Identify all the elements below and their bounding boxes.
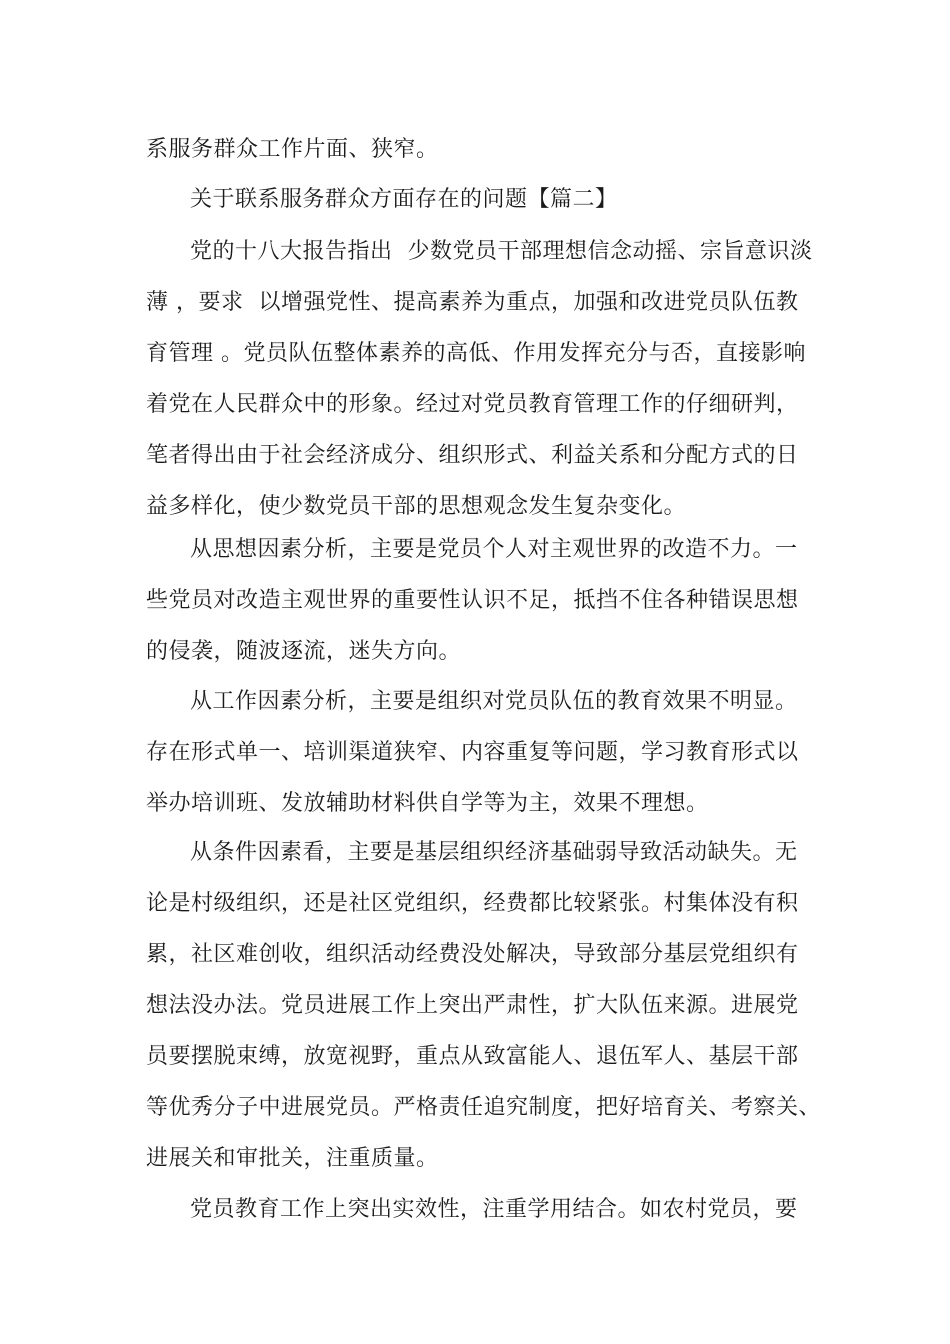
text-line: 的侵袭，随波逐流，迷失方向。 — [146, 639, 462, 664]
text-line: 党员教育工作上突出实效性，注重学用结合。如农村党员，要 — [190, 1197, 798, 1222]
section-heading: 关于联系服务群众方面存在的问题【篇二】 — [190, 187, 618, 212]
text-line: 举办培训班、发放辅助材料供自学等为主，效果不理想。 — [146, 791, 709, 816]
text-line: 从思想因素分析，主要是党员个人对主观世界的改造不力。一 — [190, 537, 798, 562]
text-line: 进展关和审批关，注重质量。 — [146, 1146, 439, 1171]
text-line: 论是村级组织，还是社区党组织，经费都比较紧张。村集体没有积 — [146, 891, 799, 916]
text-line: 系服务群众工作片面、狭窄。 — [146, 137, 439, 162]
text-line: 薄 ，要求 以增强党性、提高素养为重点，加强和改进党员队伍教 — [146, 290, 799, 315]
text-line: 想法没办法。党员进展工作上突出严肃性，扩大队伍来源。进展党 — [146, 993, 799, 1018]
text-line: 着党在人民群众中的形象。经过对党员教育管理工作的仔细研判， — [146, 392, 799, 417]
text-line: 等优秀分子中进展党员。严格责任追究制度，把好培育关、考察关、 — [146, 1095, 822, 1120]
text-line: 笔者得出由于社会经济成分、组织形式、利益关系和分配方式的日 — [146, 443, 799, 468]
text-line: 党的十八大报告指出 少数党员干部理想信念动摇、宗旨意识淡 — [190, 239, 813, 264]
text-line: 益多样化，使少数党员干部的思想观念发生复杂变化。 — [146, 494, 687, 519]
text-line: 从条件因素看，主要是基层组织经济基础弱导致活动缺失。无 — [190, 840, 798, 865]
text-line: 些党员对改造主观世界的重要性认识不足，抵挡不住各种错误思想 — [146, 588, 799, 613]
text-line: 累，社区难创收，组织活动经费没处解决，导致部分基层党组织有 — [146, 942, 799, 967]
text-line: 员要摆脱束缚，放宽视野，重点从致富能人、退伍军人、基层干部 — [146, 1044, 799, 1069]
text-line: 从工作因素分析，主要是组织对党员队伍的教育效果不明显。 — [190, 689, 798, 714]
text-line: 存在形式单一、培训渠道狭窄、内容重复等问题，学习教育形式以 — [146, 740, 799, 765]
text-line: 育管理 。党员队伍整体素养的高低、作用发挥充分与否，直接影响 — [146, 341, 806, 366]
